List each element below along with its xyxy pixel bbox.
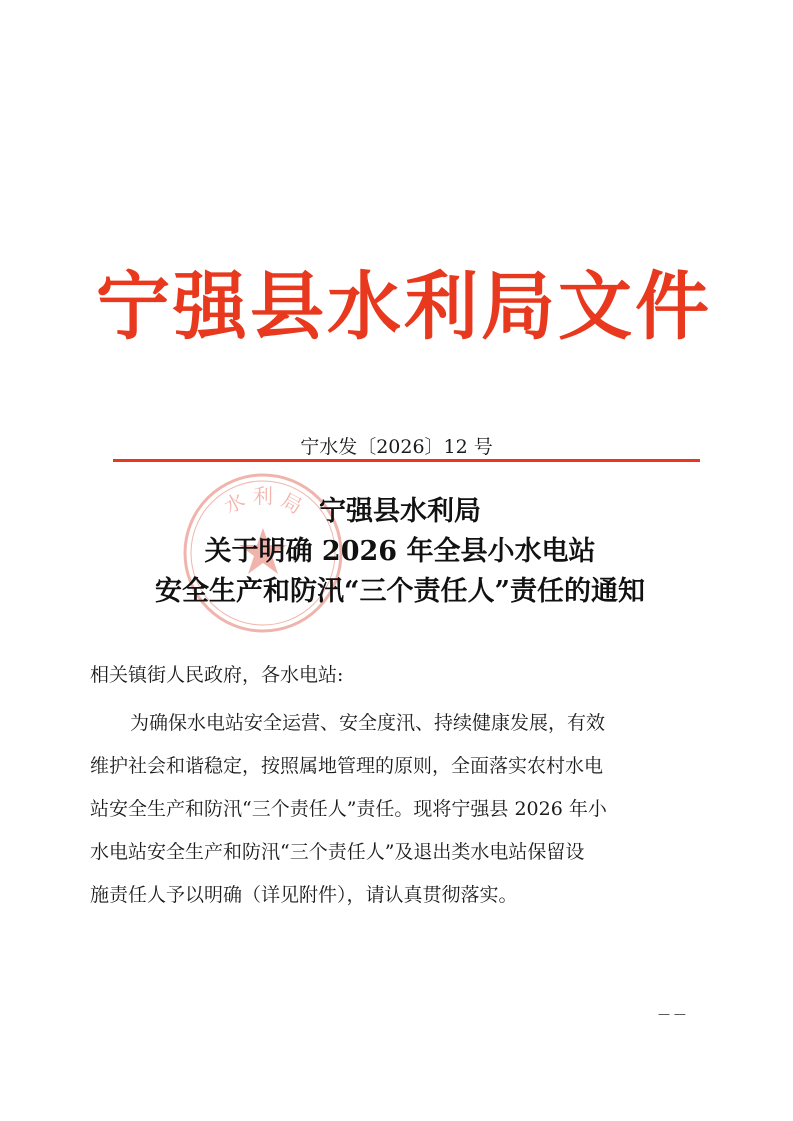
salutation: 相关镇街人民政府，各水电站: [90,664,344,686]
body-text-line: 站安全生产和防汛“三个责任人”责任。现将宁强县 2026 年小 [90,798,607,820]
body-text-line: 水电站安全生产和防汛“三个责任人”及退出类水电站保留设 [90,841,585,863]
notice-title-line-1: 宁强县水利局 [319,496,481,527]
body-text-line: 为确保水电站安全运营、安全度汛、持续健康发展，有效 [130,712,606,734]
body-text-line: 维护社会和谐稳定，按照属地管理的原则，全面落实农村水电 [90,755,604,777]
notice-title-line-2: 关于明确 2026 年全县小水电站 [204,536,596,567]
notice-title-line-3: 安全生产和防汛“三个责任人”责任的通知 [154,576,646,607]
masthead-title: 宁强县水利局文件 [96,264,712,350]
page-marker: — — [658,1007,686,1021]
body-text-line: 施责任人予以明确（详见附件），请认真贯彻落实。 [90,884,518,906]
seal-lettering: 水 利 局 [219,484,307,519]
red-divider-line [113,459,700,462]
document-number: 宁水发〔2026〕12 号 [300,436,493,458]
